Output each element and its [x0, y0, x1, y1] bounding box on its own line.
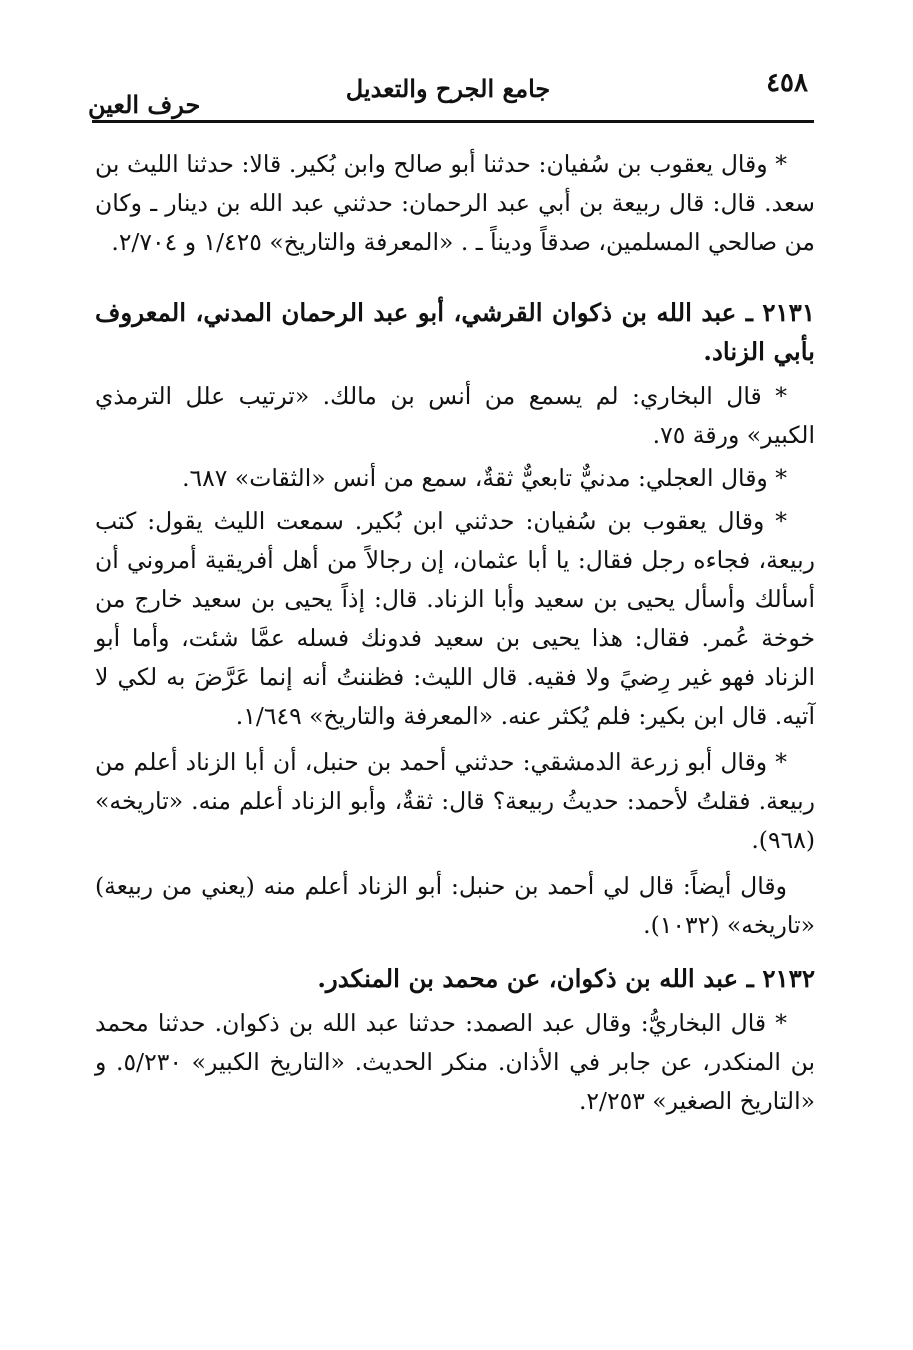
section-title: حرف العين	[88, 90, 201, 119]
spacer	[95, 269, 815, 279]
paragraph: * وقال أبو زرعة الدمشقي: حدثني أحمد بن حنبل، أن أبا الزناد أعلم من ربيعة. فقلتُ لأحمد: حديثُ ربيعة؟ قال: ثقةٌ، وأبو الزناد أعلم منه. «تاريخه» (٩٦٨).	[95, 748, 815, 854]
paragraph: * قال البخاريُّ: وقال عبد الصمد: حدثنا عبد الله بن ذكوان. حدثنا محمد بن المنكدر، عن جابر في الأذان. منكر الحديث. «التاريخ الكبير» ٥/٢٣٠. و «التاريخ الصغير» ٢/٢٥٣.	[95, 1009, 816, 1115]
page-header	[88, 60, 808, 122]
entry-heading: ٢١٣٢ ـ عبد الله بن ذكوان، عن محمد بن المنكدر.	[317, 964, 815, 993]
entry-heading: ٢١٣١ ـ عبد الله بن ذكوان القرشي، أبو عبد الرحمان المدني، المعروف بأبي الزناد.	[95, 298, 815, 366]
paragraph: وقال أيضاً: قال لي أحمد بن حنبل: أبو الزناد أعلم منه (يعني من ربيعة) «تاريخه» (١٠٣٢).	[95, 872, 815, 939]
paragraph: * وقال العجلي: مدنيٌّ تابعيٌّ ثقةٌ، سمع من أنس «الثقات» ٦٨٧.	[182, 464, 787, 492]
paragraph: * وقال يعقوب بن سُفيان: حدثنا أبو صالح وابن بُكير. قالا: حدثنا الليث بن سعد. قال: قال ربيعة بن أبي عبد الرحمان: حدثني عبد الله بن دينار ـ وكان من صالحي المسلمين، صدقاً وديناً ـ . «المعرفة والتاريخ» ١/٤٢٥ و ٢/٧٠٤.	[95, 150, 815, 256]
paragraph: * قال البخاري: لم يسمع من أنس بن مالك. «ترتيب علل الترمذي الكبير» ورقة ٧٥.	[95, 382, 815, 449]
page-body	[95, 145, 815, 1265]
page-number: ٤٥٨	[766, 68, 808, 98]
header-rule	[92, 120, 814, 123]
paragraph: * وقال يعقوب بن سُفيان: حدثني ابن بُكير. سمعت الليث يقول: كتب ربيعة، فجاءه رجل فقال: يا أبا عثمان، إن رجالاً من أهل أفريقية أمروني أن أسألك وأسأل يحيى بن سعيد وأبا الزناد. قال: إذاً يحيى بن سعيد خارج من خوخة عُمر. فقال: هذا يحيى بن سعيد فدونك فسله عمَّا شئت، وأما أبو الزناد فهو غير رِضيً ولا فقيه. قال الليث: فظننتُ أنه إنما عَرَّضَ به لكي لا آتيه. قال ابن بكير: فلم يُكثر عنه. «المعرفة والتاريخ» ١/٦٤٩.	[95, 507, 815, 730]
book-title: جامع الجرح والتعديل	[345, 74, 551, 103]
